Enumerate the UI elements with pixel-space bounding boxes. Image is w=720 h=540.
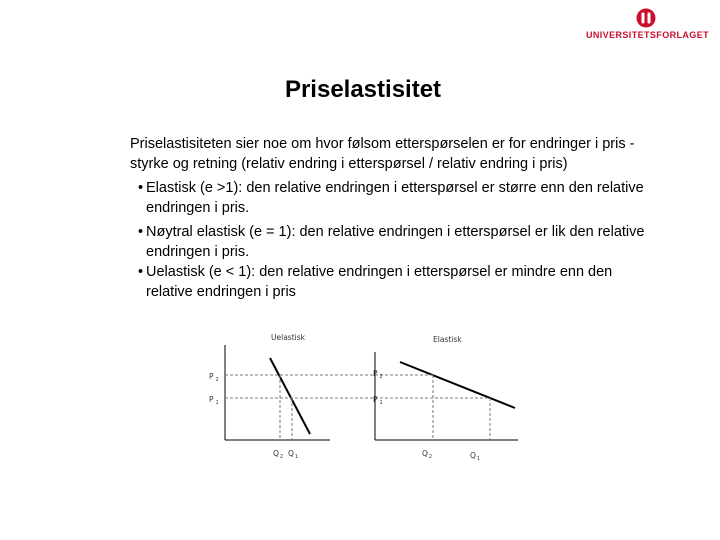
bullet-inelastic [138, 262, 646, 302]
publisher-logo [585, 8, 710, 40]
elastic-demand-curve [400, 362, 515, 408]
elastic-label: Elastisk [433, 335, 462, 344]
bullet-marker: • [138, 180, 144, 196]
elastic-p1-label: P $_1$ [373, 395, 383, 406]
elastic-graph [373, 335, 518, 462]
intro-paragraph: Priselastisiteten sier noe om hvor følsom etterspørselen er for endringer i pris - styrke og retning (relativ endring i etterspørsel / relativ endring i pris) [130, 136, 635, 172]
elastic-p2-label: P $_2$ [373, 369, 383, 380]
inelastic-label: Uelastisk [271, 333, 305, 342]
ul-emblem-icon [636, 8, 656, 28]
inelastic-graph [209, 333, 375, 460]
bullet-neutral [138, 222, 646, 262]
inelastic-p2-label: P $_2$ [209, 372, 219, 383]
bullet-marker: • [138, 224, 144, 240]
bullet-text: Nøytral elastisk (e = 1): den relative endringen i etterspørsel er lik den relative endringen i pris. [146, 224, 645, 260]
bullet-text: Elastisk (e >1): den relative endringen i etterspørsel er større enn den relative endringen i pris. [146, 180, 644, 216]
inelastic-p1-label: P $_1$ [209, 395, 219, 406]
elastic-q2-label: $Q_2$ [422, 449, 433, 460]
publisher-name: UNIVERSITETSFORLAGET [585, 30, 709, 40]
elastic-q1-label: $Q_1$ [470, 451, 481, 462]
inelastic-q1-label: $Q_1$ [288, 449, 299, 460]
slide-title: Priselastisitet [284, 76, 442, 103]
inelastic-q2-label: $Q_2$ [273, 449, 284, 460]
bullet-elastic [138, 178, 646, 218]
bullet-text: Uelastisk (e < 1): den relative endringen i etterspørsel er mindre enn den relative endringen i pris [146, 264, 613, 300]
inelastic-demand-curve [270, 358, 310, 434]
bullet-marker: • [138, 264, 144, 280]
